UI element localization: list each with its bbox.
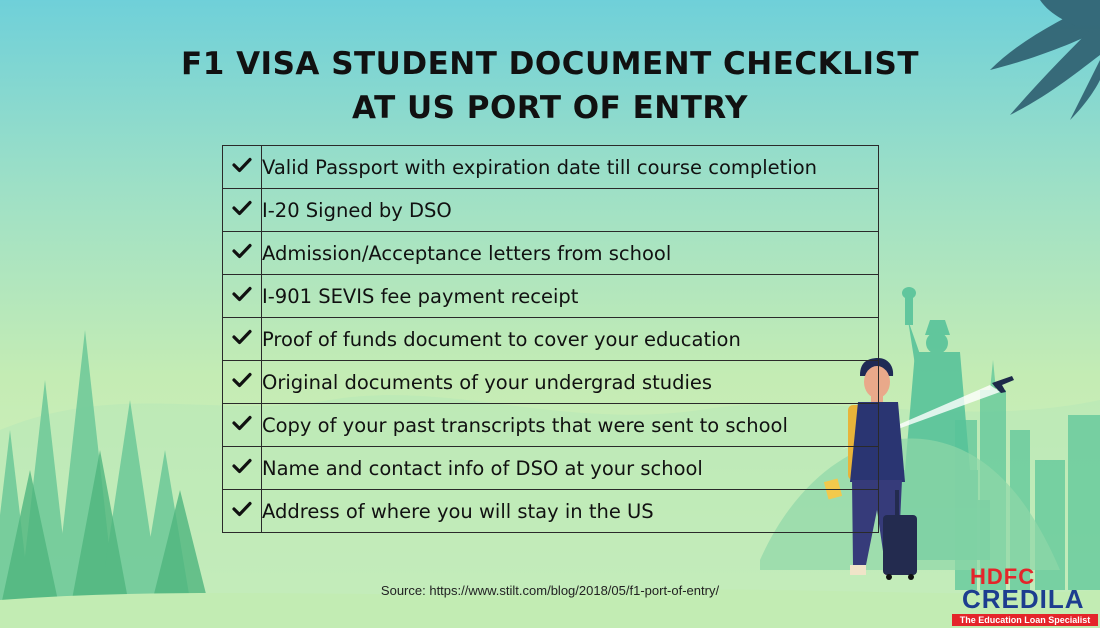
- title-line-2: AT US PORT OF ENTRY: [351, 90, 749, 126]
- checklist-item-text: I-20 Signed by DSO: [262, 189, 879, 232]
- checklist-item-text: Name and contact info of DSO at your school: [262, 447, 879, 490]
- checklist-row: [223, 361, 879, 404]
- checklist-row: [223, 318, 879, 361]
- checklist-body: [223, 146, 879, 533]
- checkmark-icon: [232, 157, 252, 173]
- hdfc-credila-logo: [940, 560, 1100, 628]
- checklist-row: [223, 447, 879, 490]
- checkmark-cell: [223, 490, 262, 533]
- checkmark-icon: [232, 501, 252, 517]
- logo-line-1: HDFC: [970, 564, 1036, 589]
- page-title: [0, 42, 1100, 130]
- checkmark-cell: [223, 232, 262, 275]
- checkmark-cell: [223, 361, 262, 404]
- checkmark-icon: [232, 200, 252, 216]
- checkmark-icon: [232, 286, 252, 302]
- checklist-item-text: Copy of your past transcripts that were sent to school: [262, 404, 879, 447]
- checklist-row: [223, 275, 879, 318]
- source-citation: Source: https://www.stilt.com/blog/2018/05/f1-port-of-entry/: [380, 583, 720, 598]
- checkmark-icon: [232, 415, 252, 431]
- checkmark-icon: [232, 329, 252, 345]
- checklist-item-text: Proof of funds document to cover your education: [262, 318, 879, 361]
- checklist-item-text: Admission/Acceptance letters from school: [262, 232, 879, 275]
- title-line-1: F1 VISA STUDENT DOCUMENT CHECKLIST: [181, 46, 919, 82]
- logo-tagline: The Education Loan Specialist: [952, 614, 1098, 626]
- checkmark-icon: [232, 243, 252, 259]
- checkmark-cell: [223, 447, 262, 490]
- checkmark-cell: [223, 404, 262, 447]
- checklist-row: [223, 146, 879, 189]
- checklist-table: [222, 145, 879, 533]
- checkmark-icon: [232, 372, 252, 388]
- checkmark-cell: [223, 275, 262, 318]
- checklist-row: [223, 490, 879, 533]
- checkmark-cell: [223, 189, 262, 232]
- checklist-item-text: Original documents of your undergrad studies: [262, 361, 879, 404]
- checkmark-cell: [223, 318, 262, 361]
- logo-line-2: CREDILA: [962, 584, 1085, 614]
- checklist-item-text: Address of where you will stay in the US: [262, 490, 879, 533]
- checkmark-icon: [232, 458, 252, 474]
- checklist-row: [223, 189, 879, 232]
- checklist-item-text: I-901 SEVIS fee payment receipt: [262, 275, 879, 318]
- checklist-row: [223, 232, 879, 275]
- checkmark-cell: [223, 146, 262, 189]
- checklist-item-text: Valid Passport with expiration date till course completion: [262, 146, 879, 189]
- checklist-row: [223, 404, 879, 447]
